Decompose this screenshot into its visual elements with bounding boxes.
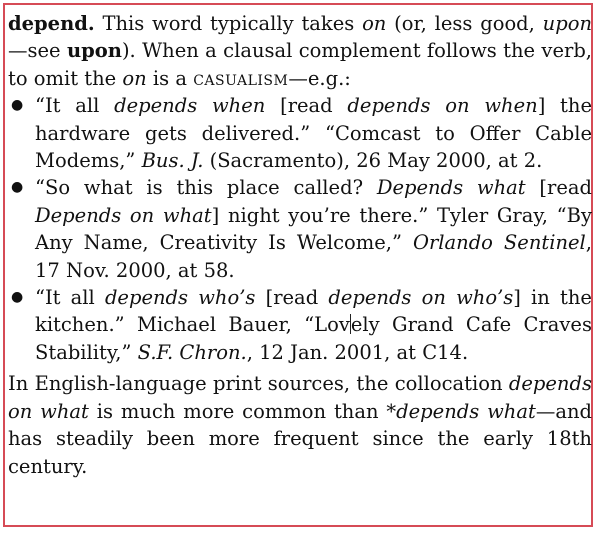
example-text: [read xyxy=(265,94,348,118)
example-citation: (Sacramento), 26 May 2000, at 2. xyxy=(203,149,543,173)
example-text: ] the hardware gets delivered.” “Comcast to Offer Cable Modems,” xyxy=(35,94,592,173)
example-citation: , 17 Nov. 2000, at 58. xyxy=(35,231,592,282)
example-text: “It all xyxy=(35,286,105,310)
intro-text-4: ). When a clausal complement follows the verb, to omit the xyxy=(8,39,592,90)
example-text: [read xyxy=(525,176,593,200)
intro-italic-on-2: on xyxy=(122,66,147,90)
usage-italic: depends what xyxy=(396,399,536,423)
usage-italic: depends on what xyxy=(8,372,592,423)
example-source: Bus. J. xyxy=(141,149,204,173)
example-item xyxy=(8,284,592,366)
example-item xyxy=(8,92,592,174)
intro-italic-upon: upon xyxy=(542,12,592,35)
example-text: ] in the kitchen.” Michael Bauer, “Lov xyxy=(35,286,592,337)
intro-italic-on: on xyxy=(362,12,387,35)
example-list xyxy=(8,92,592,366)
example-citation: , 12 Jan. 2001, at C14. xyxy=(246,340,469,364)
usage-text: is much more common than * xyxy=(88,399,397,423)
entry-intro-paragraph xyxy=(8,10,592,92)
example-italic: depends who’s xyxy=(104,286,256,310)
intro-text-3: —see xyxy=(8,39,67,63)
example-italic: Depends on what xyxy=(35,203,212,227)
usage-text: In English-language print sources, the collocation xyxy=(8,372,509,396)
headword: depend. xyxy=(8,12,95,35)
usage-note-paragraph xyxy=(8,370,592,480)
example-text: “It all xyxy=(35,94,115,118)
intro-text-5: is a xyxy=(146,66,194,90)
bullet-icon: ● xyxy=(11,289,24,306)
cross-reference-casualism[interactable]: casualism xyxy=(193,66,289,90)
intro-text-1: This word typically takes xyxy=(94,12,363,35)
bullet-icon: ● xyxy=(11,179,24,196)
intro-text-6: —e.g.: xyxy=(288,66,351,90)
usage-text: —and has steadily been more frequent since the early 18th century. xyxy=(8,399,592,478)
example-italic: depends when xyxy=(114,94,266,118)
example-text: ely Grand Cafe Craves Stability,” xyxy=(35,313,592,364)
example-italic: Depends what xyxy=(376,176,526,200)
example-italic: depends on who’s xyxy=(328,286,514,310)
bullet-icon: ● xyxy=(11,97,24,114)
intro-text-2: (or, less good, xyxy=(386,12,543,35)
example-text: “So what is this place called? xyxy=(35,176,377,200)
example-item xyxy=(8,174,592,284)
cross-reference-upon[interactable]: upon xyxy=(66,39,122,63)
example-text: ] night you’re there.” Tyler Gray, “By Any Name, Creativity Is Welcome,” xyxy=(35,203,592,255)
example-italic: depends on when xyxy=(347,94,538,118)
example-source: S.F. Chron. xyxy=(137,340,247,364)
dictionary-entry xyxy=(8,10,592,480)
example-source: Orlando Sentinel xyxy=(412,231,586,255)
example-text: [read xyxy=(255,286,329,310)
